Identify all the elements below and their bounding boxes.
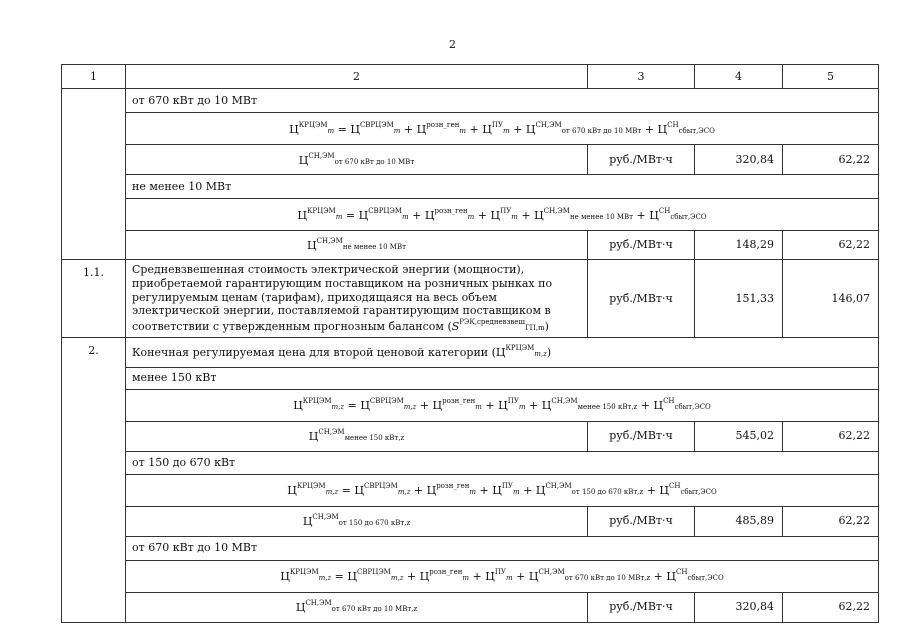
formula-row [62, 199, 879, 231]
formula-row [62, 474, 879, 506]
formula: $Ц^{КРЦЭМ}m,z = Ц^{СВРЦЭМ}m,z + Ц^{розн\_ген}m + Ц^{ПУ}m$ + $Ц^{СН,ЭМ}менее$ 150 $кВт,z + Ц^{СН}сбыт,ЭСО$ [126, 389, 879, 421]
value-col-4: 320,84 [695, 145, 783, 175]
value-col-4: 485,89 [695, 506, 783, 536]
formula-row [62, 113, 879, 145]
header-row [62, 65, 879, 89]
table-row [62, 175, 879, 199]
unit-cell: руб./МВт·ч [588, 260, 695, 338]
formula-row [62, 389, 879, 421]
range-label: менее 150 кВт [126, 367, 879, 389]
range-label: от 150 до 670 кВт [126, 451, 879, 474]
table-row [62, 451, 879, 474]
unit-cell: руб./МВт·ч [588, 145, 695, 175]
unit-cell: руб./МВт·ч [588, 231, 695, 260]
table-row [62, 592, 879, 622]
tariff-table [61, 64, 879, 623]
formula: $Ц^{КРЦЭМ}m = Ц^{СВРЦЭМ}m + Ц^{розн\_ген}m + Ц^{ПУ}m + Ц^{СН,ЭМ}от$ 670 кВт до 10 МВт + $Ц^{СН}сбыт,ЭСО$ [126, 113, 879, 145]
component-name: $Ц^{СН,ЭМ}от$ 150 до 670 кВт,z [126, 506, 588, 536]
header-col-3: 3 [588, 65, 695, 89]
unit-cell: руб./МВт·ч [588, 421, 695, 451]
description-cell: Средневзвешенная стоимость электрической энергии (мощности), приобретаемой гарантирующим поставщиком на розничных рынках по регулируемым ценам (тарифам), приходящаяся на весь объем электрической энергии, поставляемой гарантирующим поставщиком в соответствии с утвержденным прогнозным балансом $(S^{РЭК,средневзвеш}ГП,m)$ [126, 260, 588, 338]
unit-cell: руб./МВт·ч [588, 506, 695, 536]
section-title: Конечная регулируемая цена для второй ценовой категории $(Ц^{КРЦЭМ}m,z)$ [126, 337, 879, 367]
formula: $Ц^{КРЦЭМ}m,z = Ц^{СВРЦЭМ}m,z + Ц^{розн\_ген}m + Ц^{ПУ}m + Ц^{СН,ЭМ}от$ 670 кВт до 10 $МВт,z + Ц^{СН}сбыт,ЭСО$ [126, 560, 879, 592]
table-row [62, 536, 879, 560]
formula: $Ц^{КРЦЭМ}m,z = Ц^{СВРЦЭМ}m,z + Ц^{розн\_ген}m + Ц^{ПУ}m + Ц^{СН,ЭМ}от$ 150 до 670 $кВт,z + Ц^{СН}сбыт,ЭСО$ [126, 474, 879, 506]
value-col-4: 320,84 [695, 592, 783, 622]
formula: $Ц^{КРЦЭМ}m = Ц^{СВРЦЭМ}m + Ц^{розн\_ген}m + Ц^{ПУ}m + Ц^{СН,ЭМ}не$ менее 10 МВт + $Ц^{СН}сбыт,ЭСО$ [126, 199, 879, 231]
row-number: 1.1. [62, 260, 126, 338]
table-row [62, 145, 879, 175]
value-col-5: 62,22 [783, 231, 879, 260]
value-col-5: 146,07 [783, 260, 879, 338]
header-col-4: 4 [695, 65, 783, 89]
table-row [62, 421, 879, 451]
formula-row [62, 560, 879, 592]
header-col-5: 5 [783, 65, 879, 89]
component-name: $Ц^{СН,ЭМ}от$ 670 кВт до 10 МВт [126, 145, 588, 175]
range-label: не менее 10 МВт [126, 175, 879, 199]
value-col-5: 62,22 [783, 592, 879, 622]
table-row [62, 260, 879, 338]
value-col-4: 151,33 [695, 260, 783, 338]
value-col-5: 62,22 [783, 145, 879, 175]
value-col-5: 62,22 [783, 506, 879, 536]
table-row [62, 231, 879, 260]
value-col-4: 148,29 [695, 231, 783, 260]
component-name: $Ц^{СН,ЭМ}не$ менее 10 МВт [126, 231, 588, 260]
range-label: от 670 кВт до 10 МВт [126, 89, 879, 113]
value-col-5: 62,22 [783, 421, 879, 451]
table-row [62, 367, 879, 389]
unit-cell: руб./МВт·ч [588, 592, 695, 622]
table-row [62, 337, 879, 367]
value-col-4: 545,02 [695, 421, 783, 451]
table-row [62, 89, 879, 113]
header-col-1: 1 [62, 65, 126, 89]
row-number-cell-empty [62, 89, 126, 260]
component-name: $Ц^{СН,ЭМ}от$ 670 кВт до 10 МВт,z [126, 592, 588, 622]
page-number: 2 [449, 38, 456, 51]
header-col-2: 2 [126, 65, 588, 89]
table-row [62, 506, 879, 536]
row-number: 2. [62, 337, 126, 622]
range-label: от 670 кВт до 10 МВт [126, 536, 879, 560]
component-name: $Ц^{СН,ЭМ}менее$ 150 кВт,z [126, 421, 588, 451]
